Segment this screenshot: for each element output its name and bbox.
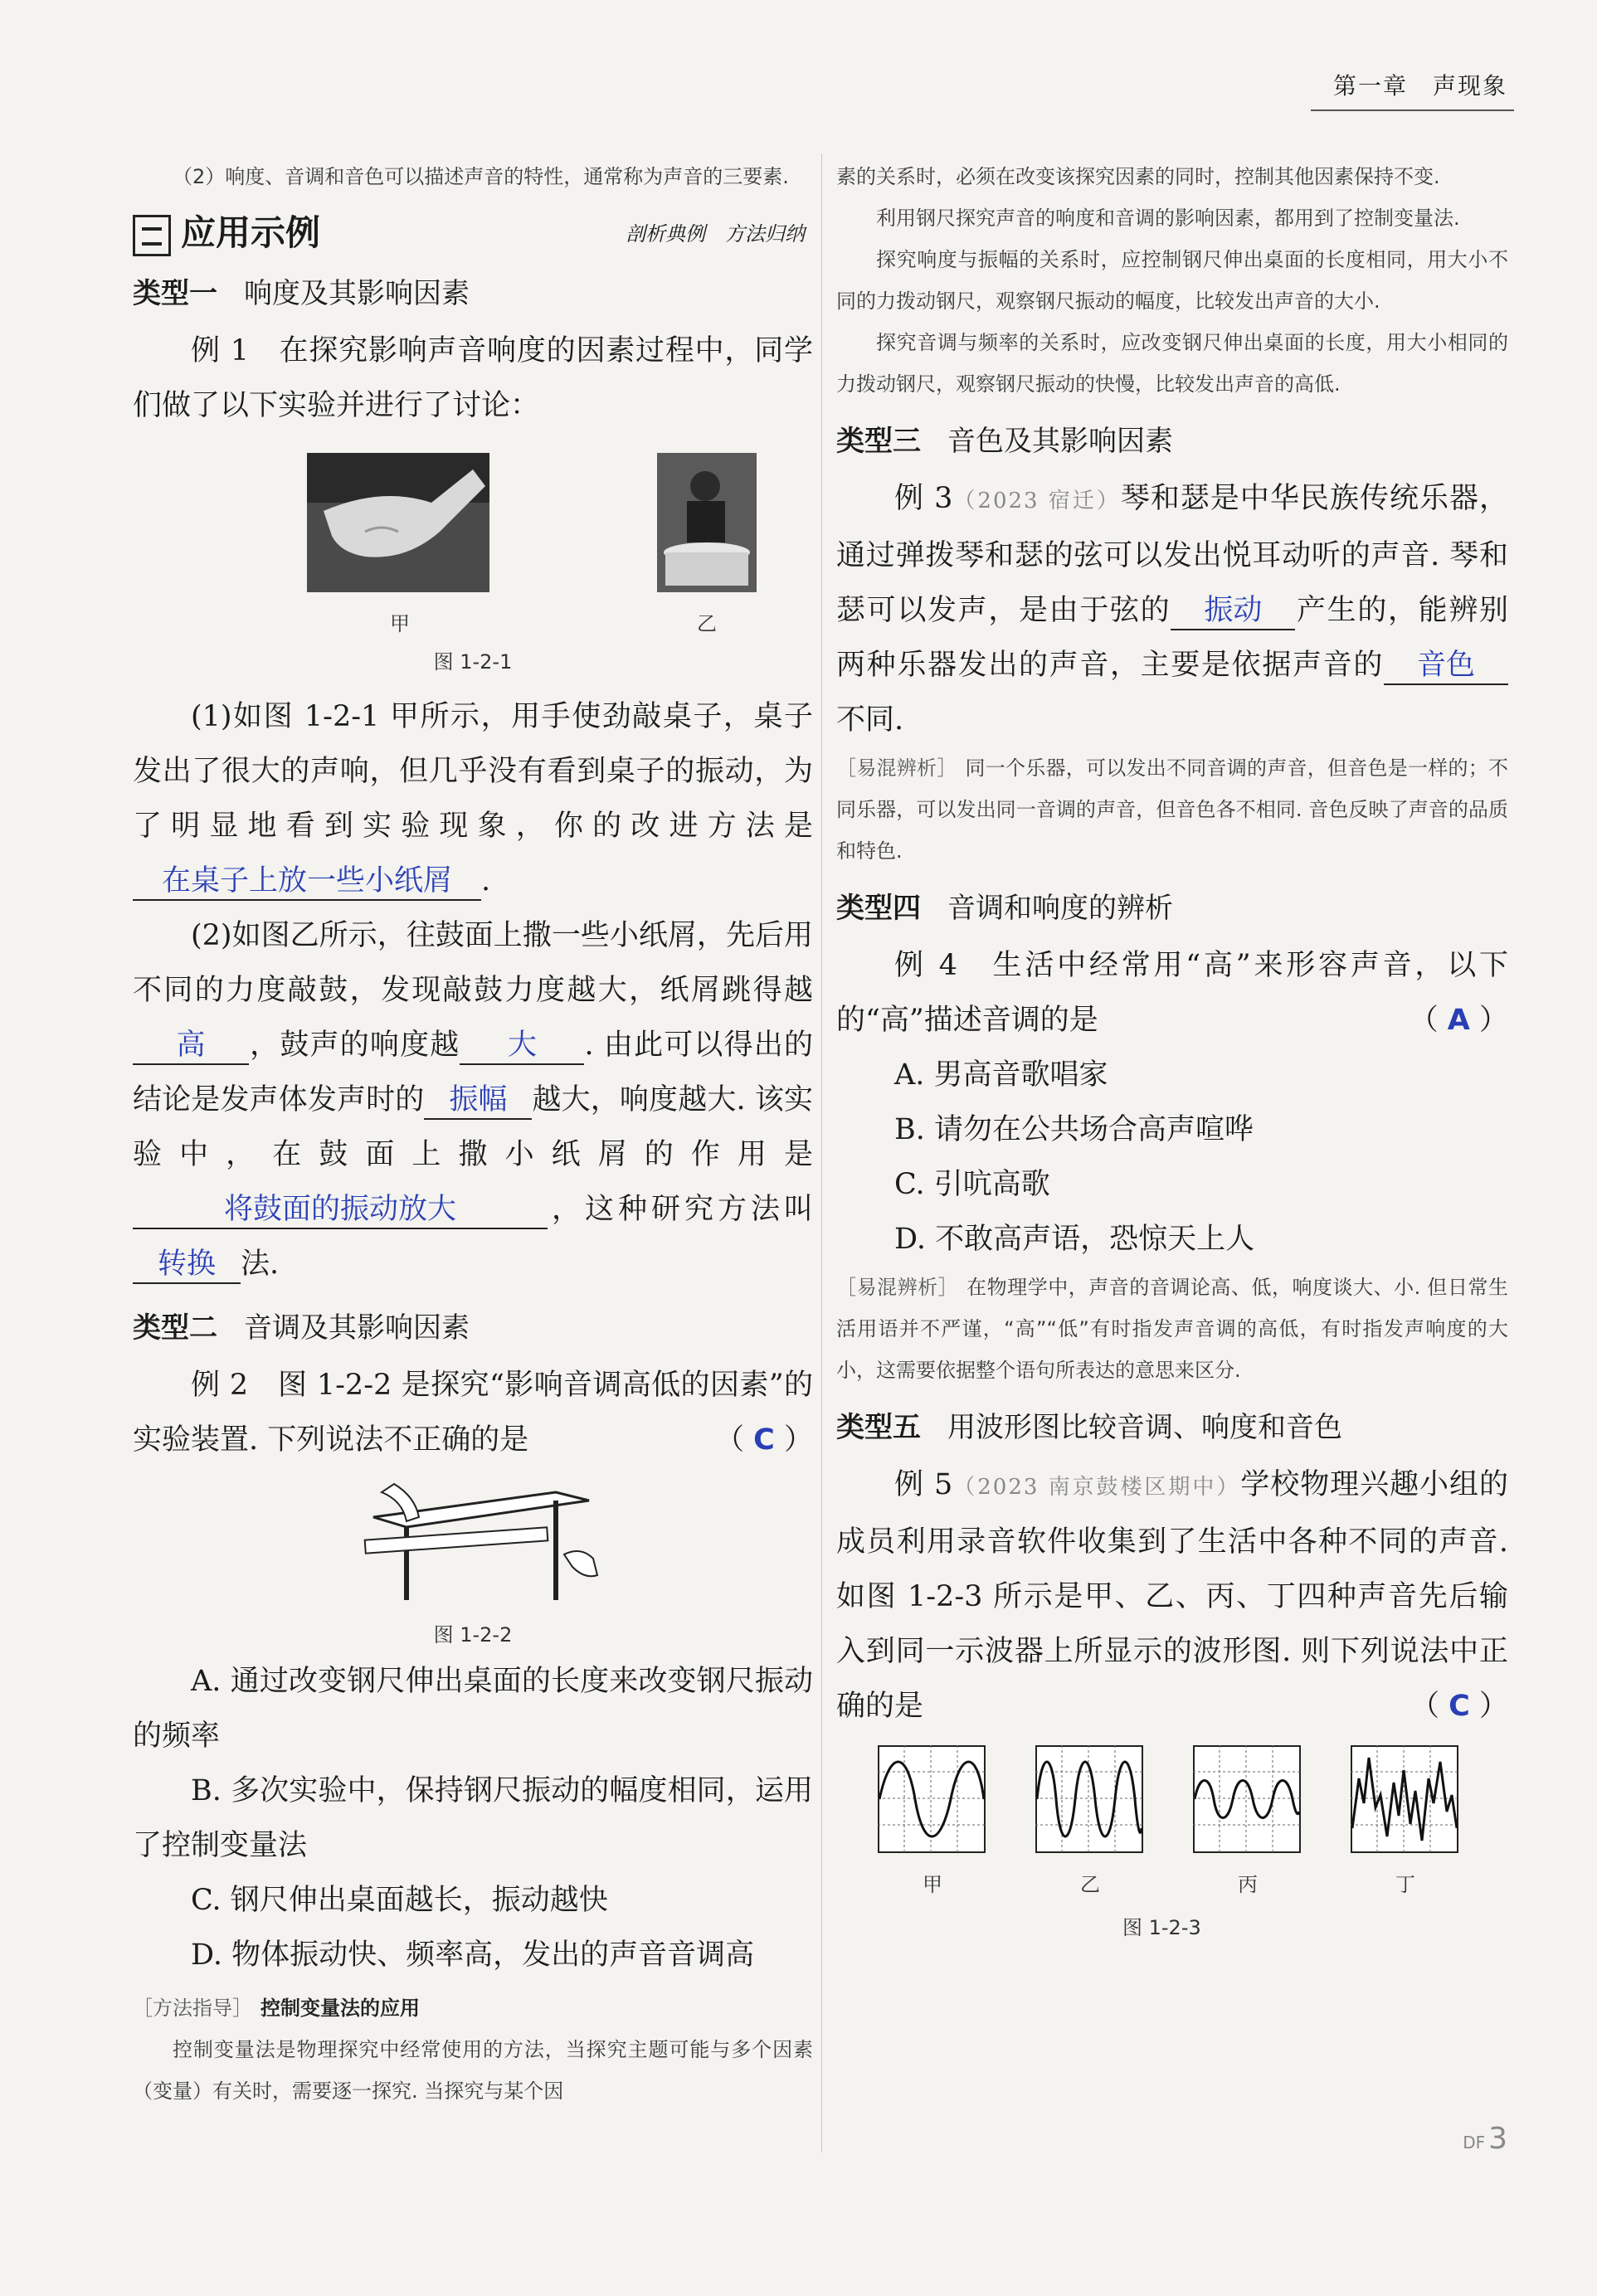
type3-title: 音色及其影响因素 [947,425,1173,458]
figure-1-2-1-labels [133,607,813,640]
type2-title: 音调及其影响因素 [244,1311,470,1345]
ex4-note-text: 在物理学中，声音的音调论高、低，响度谈大、小. 但日常生活用语并不严谨，“高”“低”有时指发声音调的高低，有时指发声响度的大小，这需要依据整个语句所表达的意思来区分. [836,1276,1508,1382]
example1-intro: 例 1 在探究影响声音响度的因素过程中，同学们做了以下实验并进行了讨论： [133,334,813,422]
q2-text-b: ，鼓声的响度越 [249,1029,460,1062]
type5-title: 用波形图比较音调、响度和音色 [947,1411,1342,1444]
ex5-source: （2023 南京鼓楼区期中） [952,1475,1241,1500]
ex3-note-tag: ［易混辨析］ [836,756,957,780]
example1-question1 [133,689,813,908]
q2-answer-blank-5: 转换 [133,1246,241,1284]
waveform-jia [878,1745,986,1853]
chapter-header: 第一章 声现象 [1332,72,1507,100]
ex4-option-d: D. 不敢高声语，恐惊天上人 [894,1223,1255,1256]
ex4-note-tag: ［易混辨析］ [836,1276,959,1299]
section-subtitle: 剖析典例 方法归纳 [626,222,805,246]
method-guide-p3: 探究响度与振幅的关系时，应控制钢尺伸出桌面的长度相同，用大小不同的力拨动钢尺，观察钢尺振动的幅度，比较发出声音的大小. [836,248,1508,313]
example1-question2 [133,908,813,1292]
type5-number: 类型五 [836,1411,921,1444]
ex3-text-a: 琴和瑟是中华民族传统乐器，通过弹拨琴和瑟的弦可以发出悦耳动听的声音. 琴和瑟可以发声，是由于弦的 [836,482,1508,627]
ex5-answer-paren: （ C ） [1410,1690,1508,1723]
type2-number: 类型二 [133,1311,217,1345]
waveform-yi [1035,1745,1143,1853]
ex4-answer: A [1447,1004,1470,1037]
type1-title: 响度及其影响因素 [244,277,470,310]
header-rule [1311,109,1514,111]
ex2-option-d: D. 物体振动快、频率高，发出的声音音调高 [191,1938,755,1972]
photo-label-jia: 甲 [390,612,410,635]
waveform-bing [1193,1745,1301,1853]
type3-number: 类型三 [836,425,921,458]
left-column [133,156,813,2112]
method-guide-tag: ［方法指导］ [133,1997,252,2020]
column-divider [821,153,822,2152]
ex2-option-c: C. 钢尺伸出桌面越长，振动越快 [191,1884,608,1917]
photo-label-yi: 乙 [697,612,717,635]
waveform-ding [1351,1745,1458,1853]
method-guide-heading [133,1987,813,2029]
q1-end: . [481,864,491,897]
q2-text-e: ，这种研究方法叫 [548,1193,813,1226]
ex2-stem: 例 2 图 1-2-2 是探究“影响音调高低的因素”的实验装置. 下列说法不正确的是 [133,1369,813,1457]
wave-label-jia: 甲 [923,1873,942,1896]
wave-label-yi: 乙 [1080,1873,1100,1896]
drum-photo [657,453,757,592]
type1-heading [133,269,813,319]
ex5-stem: 学校物理兴趣小组的成员利用录音软件收集到了生活中各种不同的声音. 如图 1-2-3 所示是甲、乙、丙、丁四种声音先后输入到同一示波器上所显示的波形图. 则下列说法中正确的是 [836,1468,1508,1723]
intro-paragraph: （2）响度、音调和音色可以描述声音的特性，通常称为声音的三要素. [173,165,789,188]
q2-answer-blank-4: 将鼓面的振动放大 [133,1191,548,1229]
type5-heading [836,1403,1508,1452]
ex3-note-text: 同一个乐器，可以发出不同音调的声音，但音色是一样的；不同乐器，可以发出同一音调的声音，但音色各不相同. 音色反映了声音的品质和特色. [836,756,1508,863]
figure-1-2-1 [133,441,813,607]
example4-text [836,938,1508,1048]
method-guide-text: 控制变量法是物理探究中经常使用的方法，当探究主题可能与多个因素（变量）有关时，需要逐一探究. 当探究与某个因 [133,2038,813,2103]
page-number [1463,2122,1507,2156]
ex3-text-b: 产生的，能辨别两种乐器发出的声音，主要是依据声音的 [836,594,1508,682]
q1-text: (1)如图 1-2-1 甲所示，用手使劲敲桌子，桌子发出了很大的声响，但几乎没有看到桌子的振动，为了明显地看到实验现象，你的改进方法是 [133,700,813,843]
q2-answer-blank-3: 振幅 [424,1082,532,1120]
q2-text-f: 法. [241,1248,280,1281]
figure-1-2-1-caption: 图 1-2-1 [433,650,513,674]
type4-heading [836,883,1508,933]
wave-label-ding: 丁 [1395,1873,1415,1896]
type2-heading [133,1303,813,1353]
page-number-mark: DF [1463,2133,1486,2152]
wave-label-bing: 丙 [1238,1873,1258,1896]
ex3-answer-blank-1: 振动 [1171,592,1295,630]
figure-1-2-2 [133,1476,813,1608]
ex3-source: （2023 宿迁） [952,489,1121,513]
q2-text-c: . 由此可以得出的结论是发声体发声时的 [133,1029,813,1116]
ex4-answer-paren: （ A ） [1409,1004,1508,1037]
ex4-note [836,1267,1508,1391]
q2-text-a: (2)如图乙所示，往鼓面上撒一些小纸屑，先后用不同的力度敲鼓，发现敲鼓力度越大，纸屑跳得越 [133,919,813,1007]
example5-text [836,1457,1508,1734]
figure-1-2-3-caption: 图 1-2-3 [1122,1916,1201,1939]
q1-answer-blank: 在桌子上放一些小纸屑 [133,863,481,901]
right-column [836,156,1508,1940]
type4-number: 类型四 [836,892,921,925]
method-guide-p2: 利用钢尺探究声音的响度和音调的影响因素，都用到了控制变量法. [876,207,1460,230]
ex3-text-c: 不同. [836,703,904,737]
ex2-option-a: A. 通过改变钢尺伸出桌面的长度来改变钢尺振动的频率 [133,1665,813,1753]
q2-text-d: 越大，响度越大. 该实验中，在鼓面上撒小纸屑的作用是 [133,1083,813,1171]
section-title [133,206,813,255]
page-number-value: 3 [1488,2122,1507,2156]
example3-text [836,471,1508,747]
ex4-option-a: A. 男高音歌唱家 [894,1058,1108,1092]
method-guide-title: 控制变量法的应用 [260,1997,420,2020]
method-guide-continued: 素的关系时，必须在改变该探究因素的同时，控制其他因素保持不变. [836,165,1440,188]
example2-text [133,1358,813,1467]
ex2-answer: C [753,1423,775,1457]
ex4-option-b: B. 请勿在公共场合高声喧哗 [894,1113,1254,1146]
type3-heading [836,416,1508,466]
ex3-note [836,747,1508,872]
ex5-label: 例 5 [894,1468,953,1501]
ex2-option-b: B. 多次实验中，保持钢尺振动的幅度相同，运用了控制变量法 [133,1774,813,1862]
ex4-option-c: C. 引吭高歌 [894,1168,1050,1201]
table-knock-photo [307,453,489,592]
ex5-answer: C [1448,1690,1470,1723]
type1-number: 类型一 [133,277,217,310]
type4-title: 音调和响度的辨析 [947,892,1173,925]
method-guide-p4: 探究音调与频率的关系时，应改变钢尺伸出桌面的长度，用大小相同的力拨动钢尺，观察钢尺振动的快慢，比较发出声音的高低. [836,331,1508,396]
ex4-stem: 例 4 生活中经常用“高”来形容声音，以下的“高”描述音调的是 [836,949,1508,1037]
q2-answer-blank-1: 高 [133,1027,249,1065]
section-icon [133,215,171,256]
ex3-label: 例 3 [894,482,953,515]
ex2-answer-paren: （ C ） [715,1423,813,1457]
figure-1-2-2-caption: 图 1-2-2 [433,1623,513,1647]
q2-answer-blank-2: 大 [460,1027,584,1065]
figure-1-2-3 [836,1745,1508,1903]
ex3-answer-blank-2: 音色 [1384,647,1508,685]
ruler-table-drawing [357,1476,606,1600]
section-title-text: 应用示例 [181,212,321,253]
